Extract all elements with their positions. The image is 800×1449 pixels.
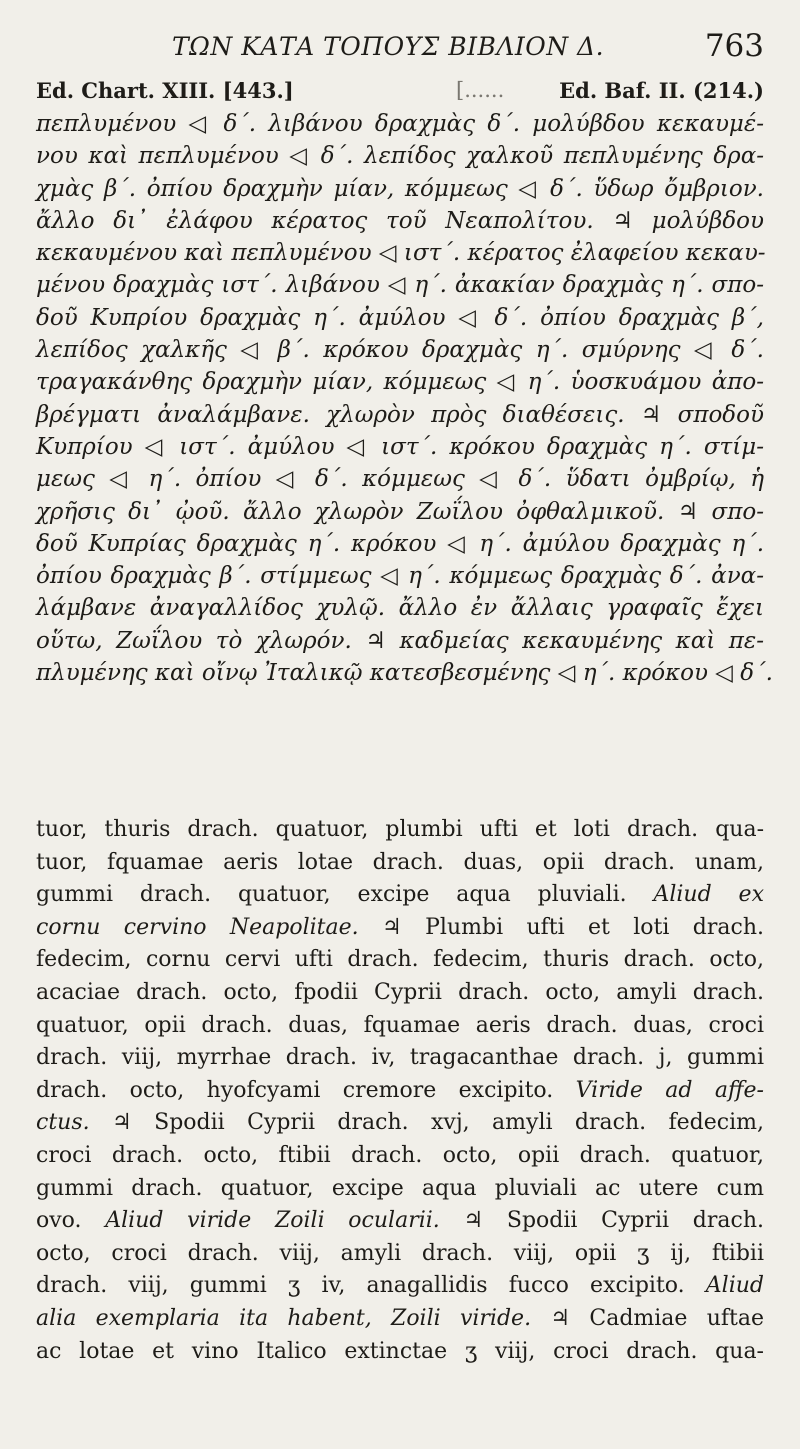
- latin-text-segment: drach. octo, hyofcyami cremore excipito.: [36, 1077, 576, 1103]
- italic-heading-segment: Viride ad affe-: [575, 1077, 764, 1103]
- greek-text-line: Κυπρίου ◁ ιστ΄. ἀμύλου ◁ ιστ΄. κρόκου δραχμὰς η΄. στίμ-: [36, 433, 764, 460]
- edition-reference-line: [36, 78, 764, 108]
- latin-text-segment: acaciae drach. octo, fpodii Cyprii drach. octo, amyli drach.: [36, 979, 764, 1005]
- latin-text-line: [36, 1303, 764, 1336]
- running-header: [0, 28, 800, 68]
- latin-text-line: [36, 1042, 764, 1075]
- greek-text-line: τραγακάνθης δραχμὴν μίαν, κόμμεως ◁ η΄. ὑοσκυάμου ἀπο-: [36, 369, 764, 396]
- latin-text-line: [36, 1075, 764, 1108]
- latin-text-segment: drach. viij, gummi ʒ iv, anagallidis fucco excipito.: [36, 1273, 706, 1299]
- latin-text-segment: ♃ Spodii Cyprii drach. xvj, amyli drach. fedecim,: [112, 1110, 764, 1136]
- greek-text-line: δοῦ Κυπρίας δραχμὰς η΄. κρόκου ◁ η΄. ἀμύλου δραχμὰς η΄.: [36, 530, 764, 557]
- greek-text-line: λεπίδος χαλκῆς ◁ β΄. κρόκου δραχμὰς η΄. σμύρνης ◁ δ΄.: [36, 337, 764, 364]
- latin-text-line: [36, 1238, 764, 1271]
- latin-text-line: [36, 1010, 764, 1043]
- latin-text-line: [36, 1205, 764, 1238]
- greek-text-line: δοῦ Κυπρίου δραχμὰς η΄. ἀμύλου ◁ δ΄. ὀπίου δραχμὰς β΄,: [36, 304, 764, 331]
- greek-text-line: μένου δραχμὰς ιστ΄. λιβάνου ◁ η΄. ἀκακίαν δραχμὰς η΄. σπο-: [36, 272, 764, 299]
- latin-text-segment: fedecim, cornu cervi ufti drach. fedecim, thuris drach. octo,: [36, 947, 764, 973]
- latin-text-segment: ♃ Plumbi ufti et loti drach.: [382, 914, 764, 940]
- latin-text-line: [36, 879, 764, 912]
- greek-text-block: [36, 108, 773, 689]
- greek-text-line: οὕτω, Ζωΐλου τὸ χλωρόν. ♃ καδμείας κεκαυμένης καὶ πε-: [36, 627, 764, 654]
- latin-text-line: [36, 1270, 764, 1303]
- latin-text-line: [36, 847, 764, 880]
- greek-text-line: βρέγματι ἀναλάμβανε. χλωρὸν πρὸς διαθέσεις. ♃ σποδοῦ: [36, 401, 764, 428]
- page-number: 763: [704, 28, 764, 64]
- latin-text-line: [36, 1173, 764, 1206]
- latin-text-segment: croci drach. octo, ftibii drach. octo, opii drach. quatuor,: [36, 1142, 764, 1168]
- edition-bracket-fragment: [......: [456, 78, 505, 102]
- latin-text-line: [36, 1336, 764, 1369]
- greek-text-line: λάμβανε ἀναγαλλίδος χυλῷ. ἄλλο ἐν ἄλλαις γραφαῖς ἔχει: [36, 595, 764, 622]
- greek-text-line: νου καὶ πεπλυμένου ◁ δ΄. λεπίδος χαλκοῦ πεπλυμένης δρα-: [36, 143, 764, 170]
- latin-text-segment: ac lotae et vino Italico extinctae ʒ viij, croci drach. qua-: [36, 1338, 764, 1364]
- greek-text-line: ὀπίου δραχμὰς β΄. στίμμεως ◁ η΄. κόμμεως δραχμὰς δ΄. ἀνα-: [36, 563, 764, 590]
- italic-heading-segment: Aliud viride Zoili ocularii.: [105, 1208, 464, 1234]
- greek-text-line: χμὰς β΄. ὀπίου δραχμὴν μίαν, κόμμεως ◁ δ΄. ὕδωρ ὄμβριον.: [36, 175, 764, 202]
- latin-text-segment: tuor, fquamae aeris lotae drach. duas, opii drach. unam,: [36, 849, 764, 875]
- latin-text-line: [36, 912, 764, 945]
- latin-text-segment: ovo.: [36, 1208, 106, 1234]
- latin-translation-block: [36, 814, 764, 1368]
- latin-text-segment: quatuor, opii drach. duas, fquamae aeris drach. duas, croci: [36, 1012, 764, 1038]
- greek-text-line: μεως ◁ η΄. ὀπίου ◁ δ΄. κόμμεως ◁ δ΄. ὕδατι ὀμβρίῳ, ἡ: [36, 466, 764, 493]
- greek-text-line: πλυμένης καὶ οἴνῳ Ἰταλικῷ κατεσβεσμένης ◁ η΄. κρόκου ◁ δ΄.: [36, 660, 773, 687]
- greek-text-line: πεπλυμένου ◁ δ΄. λιβάνου δραχμὰς δ΄. μολύβδου κεκαυμέ-: [36, 111, 764, 137]
- greek-text-line: χρῆσις δι᾽ ᾠοῦ. ἄλλο χλωρὸν Ζωΐλου ὀφθαλμικοῦ. ♃ σπο-: [36, 498, 764, 525]
- edition-chartier-ref: Ed. Chart. XIII. [443.]: [36, 78, 294, 103]
- latin-text-segment: gummi drach. quatuor, excipe aqua pluviali.: [36, 882, 654, 908]
- latin-text-segment: gummi drach. quatuor, excipe aqua pluviali ac utere cum: [36, 1175, 764, 1201]
- latin-text-line: [36, 1140, 764, 1173]
- latin-text-segment: octo, croci drach. viij, amyli drach. viij, opii ʒ ij, ftibii: [36, 1240, 764, 1266]
- italic-heading-segment: Aliud ex: [653, 882, 764, 908]
- latin-text-line: [36, 814, 764, 847]
- running-title: ΤΩΝ ΚΑΤΑ ΤΟΠΟΥΣ ΒΙΒΛΙΟΝ Δ.: [172, 32, 605, 61]
- latin-text-line: [36, 1107, 764, 1140]
- italic-heading-segment: ctus.: [36, 1110, 113, 1136]
- italic-heading-segment: alia exemplaria ita habent, Zoili viride.: [36, 1305, 551, 1331]
- latin-text-line: [36, 977, 764, 1010]
- latin-text-segment: drach. viij, myrrhae drach. iv, tragacanthae drach. j, gummi: [36, 1045, 764, 1071]
- italic-heading-segment: cornu cervino Neapolitae.: [36, 914, 383, 940]
- italic-heading-segment: Aliud: [705, 1273, 764, 1299]
- latin-text-segment: tuor, thuris drach. quatuor, plumbi ufti et loti drach. qua-: [36, 817, 764, 842]
- latin-text-segment: ♃ Cadmiae uftae: [550, 1305, 764, 1331]
- edition-basel-ref: Ed. Baf. II. (214.): [559, 78, 764, 103]
- greek-text-line: κεκαυμένου καὶ πεπλυμένου ◁ ιστ΄. κέρατος ἐλαφείου κεκαυ-: [36, 240, 766, 267]
- latin-text-segment: ♃ Spodii Cyprii drach.: [463, 1208, 764, 1234]
- greek-text-line: ἄλλο δι᾽ ἐλάφου κέρατος τοῦ Νεαπολίτου. ♃ μολύβδου: [36, 207, 764, 234]
- latin-text-line: [36, 944, 764, 977]
